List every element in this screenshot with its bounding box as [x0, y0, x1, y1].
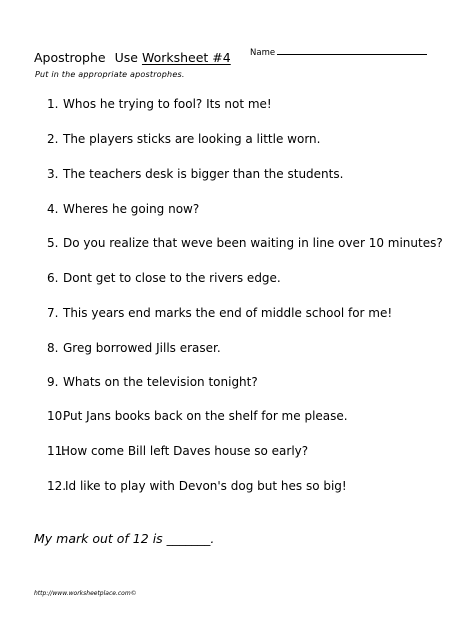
score-line: My mark out of 12 is _______.: [34, 531, 215, 546]
name-field: [250, 45, 427, 58]
question-item: [47, 97, 272, 111]
question-number: 4.: [47, 202, 59, 216]
question-number: 8.: [47, 341, 59, 355]
name-blank-line[interactable]: [277, 45, 427, 55]
question-item: [47, 375, 258, 389]
question-text: How come Bill left Daves house so early?: [61, 444, 309, 458]
question-item: [47, 409, 348, 423]
title-use: Use: [114, 50, 138, 65]
question-number: 6.: [47, 271, 59, 285]
title-worksheet-number: Worksheet #4: [141, 50, 231, 65]
instructions: Put in the appropriate apostrophes.: [35, 70, 185, 79]
question-item: [47, 236, 443, 250]
question-text: This years end marks the end of middle school for me!: [63, 306, 393, 320]
question-text: Put Jans books back on the shelf for me please.: [63, 409, 348, 423]
question-number: 2.: [47, 132, 59, 146]
question-item: [47, 341, 221, 355]
question-text: Whos he trying to fool? Its not me!: [63, 97, 272, 111]
question-text: Whats on the television tonight?: [63, 375, 258, 389]
question-number: 5.: [47, 236, 59, 250]
question-text: Greg borrowed Jills eraser.: [63, 341, 221, 355]
question-item: [47, 306, 392, 320]
footer-url: http://www.worksheetplace.com©: [34, 590, 137, 597]
question-item: [47, 202, 199, 216]
name-label: Name: [250, 48, 276, 58]
question-text: Id like to play with Devon's dog but hes so big!: [65, 479, 347, 493]
question-text: Dont get to close to the rivers edge.: [63, 271, 281, 285]
worksheet-title: [34, 50, 231, 65]
question-text: The teachers desk is bigger than the students.: [63, 167, 344, 181]
question-text: Do you realize that weve been waiting in line over 10 minutes?: [63, 236, 443, 250]
question-number: 12.: [47, 479, 67, 493]
question-item: [47, 479, 347, 493]
question-item: [47, 271, 281, 285]
question-number: 7.: [47, 306, 59, 320]
question-number: 1.: [47, 97, 59, 111]
question-number: 9.: [47, 375, 59, 389]
question-number: 3.: [47, 167, 59, 181]
question-text: Wheres he going now?: [63, 202, 200, 216]
title-prefix: Apostrophe: [34, 50, 106, 65]
question-number: 11.: [47, 444, 67, 458]
question-item: [47, 167, 343, 181]
question-text: The players sticks are looking a little worn.: [63, 132, 321, 146]
question-item: [47, 444, 308, 458]
question-item: [47, 132, 320, 146]
question-number: 10.: [47, 409, 67, 423]
